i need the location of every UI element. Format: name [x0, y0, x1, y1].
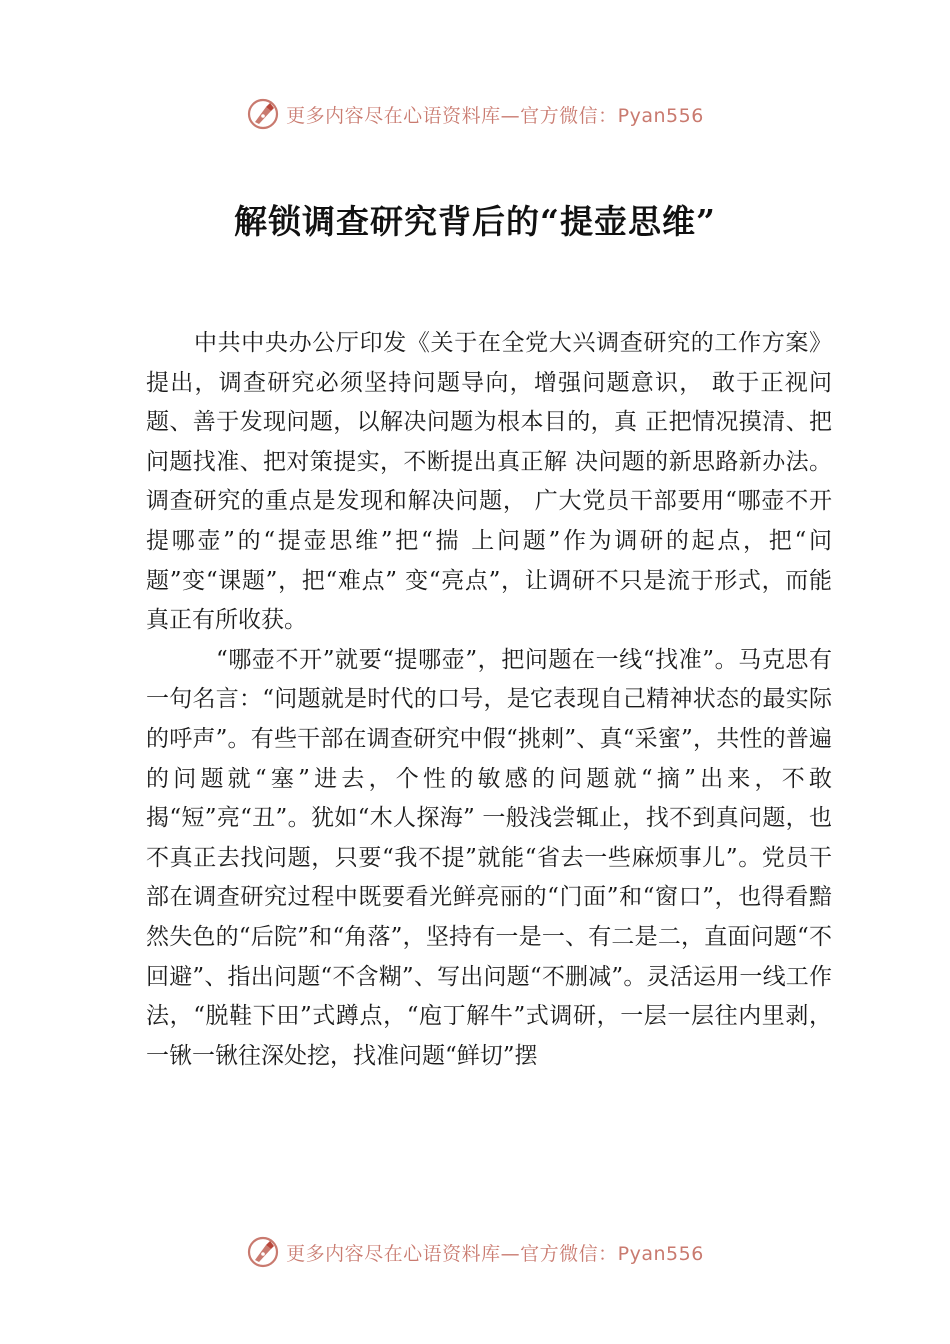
document-title: 解锁调查研究背后的“提壶思维” — [234, 202, 716, 241]
footer-watermark-banner — [0, 1232, 950, 1272]
pen-nib-logo-icon — [246, 97, 280, 131]
watermark-text: 更多内容尽在心语资料库—官方微信：Pyan556 — [286, 1242, 704, 1265]
paragraph-1: 中共中央办公厅印发《关于在全党大兴调查研究的工作方案》提出，调查研究必须坚持问题导向，增强问题意识， 敢于正视问题、善于发现问题，以解决问题为根本目的，真 正把情况摸清、把问题找准、把对策提实，不断提出真正解 决问题的新思路新办法。调查研究的重点是发现和解决问题， 广大党员干部要用“哪壶不开提哪壶”的“提壶思维”把“揣 上问题”作为调研的起点，把“问题”变“课题”，把“难点” 变“亮点”，让调研不只是流于形式，而能真正有所收获。 — [146, 330, 832, 634]
document-body — [146, 324, 832, 1076]
pen-nib-logo-icon — [246, 1235, 280, 1269]
paragraph-2: “哪壶不开”就要“提哪壶”，把问题在一线“找准”。马克思有一句名言：“问题就是时代的口号，是它表现自己精神状态的最实际的呼声”。有些干部在调查研究中假“挑刺”、真“采蜜”，共性的普遍的问题就“塞”进去，个性的敏感的问题就“摘”出来，不敢揭“短”亮“丑”。犹如“木人探海” 一般浅尝辄止，找不到真问题，也不真正去找问题，只要“我不提”就能“省去一些麻烦事儿”。党员干部在调查研究过程中既要看光鲜亮丽的“门面”和“窗口”，也得看黯然失色的“后院”和“角落”，坚持有一是一、有二是二，直面问题“不回避”、指出问题“不含糊”、写出问题“不删减”。灵活运用一线工作法，“脱鞋下田”式蹲点，“庖丁解牛”式调研，一层一层往内里剥，一锹一锹往深处挖，找准问题“鲜切”摆 — [146, 646, 832, 1069]
watermark-text: 更多内容尽在心语资料库—官方微信：Pyan556 — [286, 104, 704, 127]
header-watermark-banner — [0, 94, 950, 134]
